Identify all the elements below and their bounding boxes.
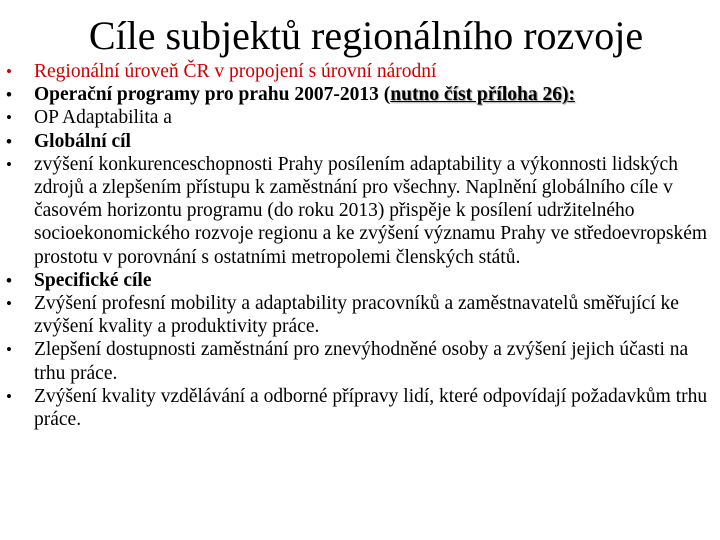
bullet-text: zvýšení konkurenceschopnosti Prahy posílením adaptability a výkonnosti lidských zdrojů a zlepšením přístupu k zaměstnání pro všechny. Naplnění globálního cíle v časovém horizontu programu (do roku 2013) přispěje k posílení udržitelného socioekonomického rozvoje regionu a ke zvýšení významu Prahy ve středoevropském prostotu v porovnání s ostatními metropolemi členských států. [34,153,708,268]
bullet-education-quality [0,385,720,431]
bullet-text: Zvýšení profesní mobility a adaptability pracovníků a zaměstnavatelů směřující ke zvýšení kvality a produktivity práce. [34,293,679,338]
bullet-dot-icon: • [6,386,12,406]
bullet-text: Specifické cíle [34,269,152,291]
bullet-op-adaptability [0,106,720,129]
bullet-emphasis-link: nutno číst příloha 26): [390,84,575,106]
bullet-text: Regionální úroveň ČR v propojení s úrovní národní [34,61,437,82]
bullet-text: Operační programy pro prahu 2007-2013 ( [34,84,391,106]
slide-title: Cíle subjektů regionálního rozvoje [88,13,644,58]
bullet-dot-icon: • [6,270,12,290]
bullet-mobility [0,292,720,338]
bullet-dot-icon: • [6,294,12,314]
bullet-dot-icon: • [6,85,12,105]
bullet-text: Zlepšení dostupnosti zaměstnání pro znevýhodněné osoby a zvýšení jejich účasti na trhu práce. [34,339,689,384]
bullet-text: OP Adaptabilita a [34,107,172,129]
bullet-global-goal [0,130,720,153]
bullet-employment-access [0,338,720,384]
bullet-specific-goals [0,269,720,292]
bullet-dot-icon: • [6,340,12,360]
bullet-dot-icon: • [6,154,12,174]
bullet-text: Globální cíl [34,130,131,152]
bullet-dot-icon: • [6,108,12,128]
bullet-dot-icon: • [6,131,12,151]
bullet-regional-level [0,60,720,83]
bullet-text: Zvýšení kvality vzdělávání a odborné přípravy lidí, které odpovídají požadavkům trhu práce. [34,385,708,431]
bullet-global-goal-description [0,153,720,269]
bullet-dot-icon: • [6,62,12,81]
bullet-list [0,60,720,431]
bullet-operational-programs [0,83,720,106]
